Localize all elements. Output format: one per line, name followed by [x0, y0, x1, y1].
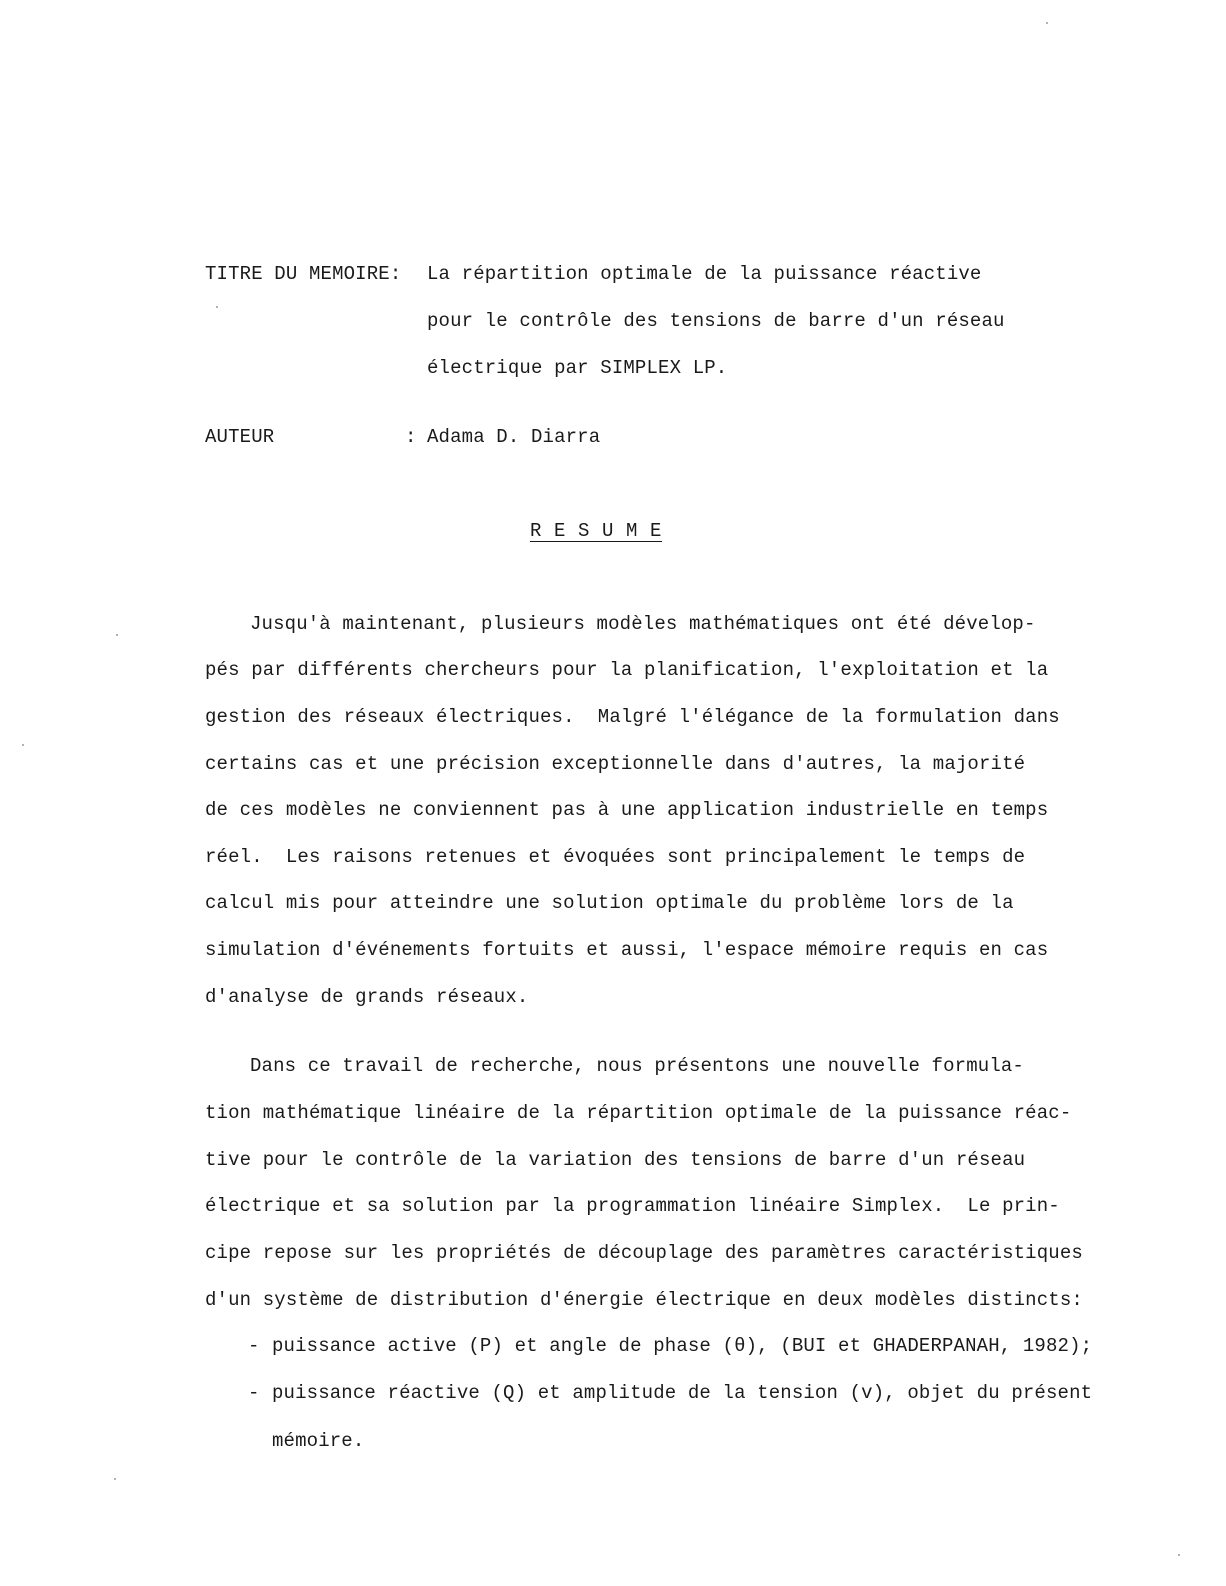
resume-heading: R E S U M E: [530, 520, 663, 542]
paragraph-1-line-1: Jusqu'à maintenant, plusieurs modèles mathématiques ont été dévelop-: [250, 613, 1036, 635]
bullet-1-text: puissance active (P) et angle de phase (θ), (BUI et GHADERPANAH, 1982);: [272, 1335, 1093, 1357]
paragraph-1-line-6: réel. Les raisons retenues et évoquées sont principalement le temps de: [205, 846, 1026, 868]
scan-speck: [1046, 22, 1048, 24]
paragraph-1-line-3: gestion des réseaux électriques. Malgré l'élégance de la formulation dans: [205, 706, 1060, 728]
title-line-2: pour le contrôle des tensions de barre d'un réseau: [427, 310, 1005, 332]
paragraph-2-line-4: électrique et sa solution par la programmation linéaire Simplex. Le prin-: [205, 1195, 1060, 1217]
bullet-1-marker: -: [248, 1335, 260, 1357]
paragraph-1-line-9: d'analyse de grands réseaux.: [205, 986, 529, 1008]
title-label: TITRE DU MEMOIRE:: [205, 263, 402, 285]
bullet-2-text-line-1: puissance réactive (Q) et amplitude de la tension (v), objet du présent: [272, 1382, 1093, 1404]
scan-speck: [216, 306, 218, 308]
bullet-2-text-line-2: mémoire.: [272, 1430, 365, 1452]
scan-speck: [22, 744, 24, 746]
paragraph-2-line-5: cipe repose sur les propriétés de découplage des paramètres caractéristiques: [205, 1242, 1083, 1264]
title-line-3: électrique par SIMPLEX LP.: [427, 357, 728, 379]
paragraph-1-line-7: calcul mis pour atteindre une solution optimale du problème lors de la: [205, 892, 1014, 914]
paragraph-1-line-5: de ces modèles ne conviennent pas à une application industrielle en temps: [205, 799, 1049, 821]
paragraph-2-line-6: d'un système de distribution d'énergie électrique en deux modèles distincts:: [205, 1289, 1083, 1311]
author-separator: :: [405, 426, 417, 448]
paragraph-1-line-4: certains cas et une précision exceptionnelle dans d'autres, la majorité: [205, 753, 1026, 775]
paragraph-2-line-3: tive pour le contrôle de la variation des tensions de barre d'un réseau: [205, 1149, 1026, 1171]
paragraph-1-line-8: simulation d'événements fortuits et aussi, l'espace mémoire requis en cas: [205, 939, 1049, 961]
paragraph-1-line-2: pés par différents chercheurs pour la planification, l'exploitation et la: [205, 659, 1049, 681]
scan-speck: [116, 634, 118, 636]
bullet-2-marker: -: [248, 1382, 260, 1404]
paragraph-2-line-1: Dans ce travail de recherche, nous présentons une nouvelle formula-: [250, 1055, 1024, 1077]
scan-speck: [1178, 1554, 1180, 1556]
paragraph-2-line-2: tion mathématique linéaire de la répartition optimale de la puissance réac-: [205, 1102, 1072, 1124]
title-line-1: La répartition optimale de la puissance réactive: [427, 263, 982, 285]
scan-speck: [114, 1478, 116, 1480]
author-label: AUTEUR: [205, 426, 275, 448]
author-name: Adama D. Diarra: [427, 426, 601, 448]
